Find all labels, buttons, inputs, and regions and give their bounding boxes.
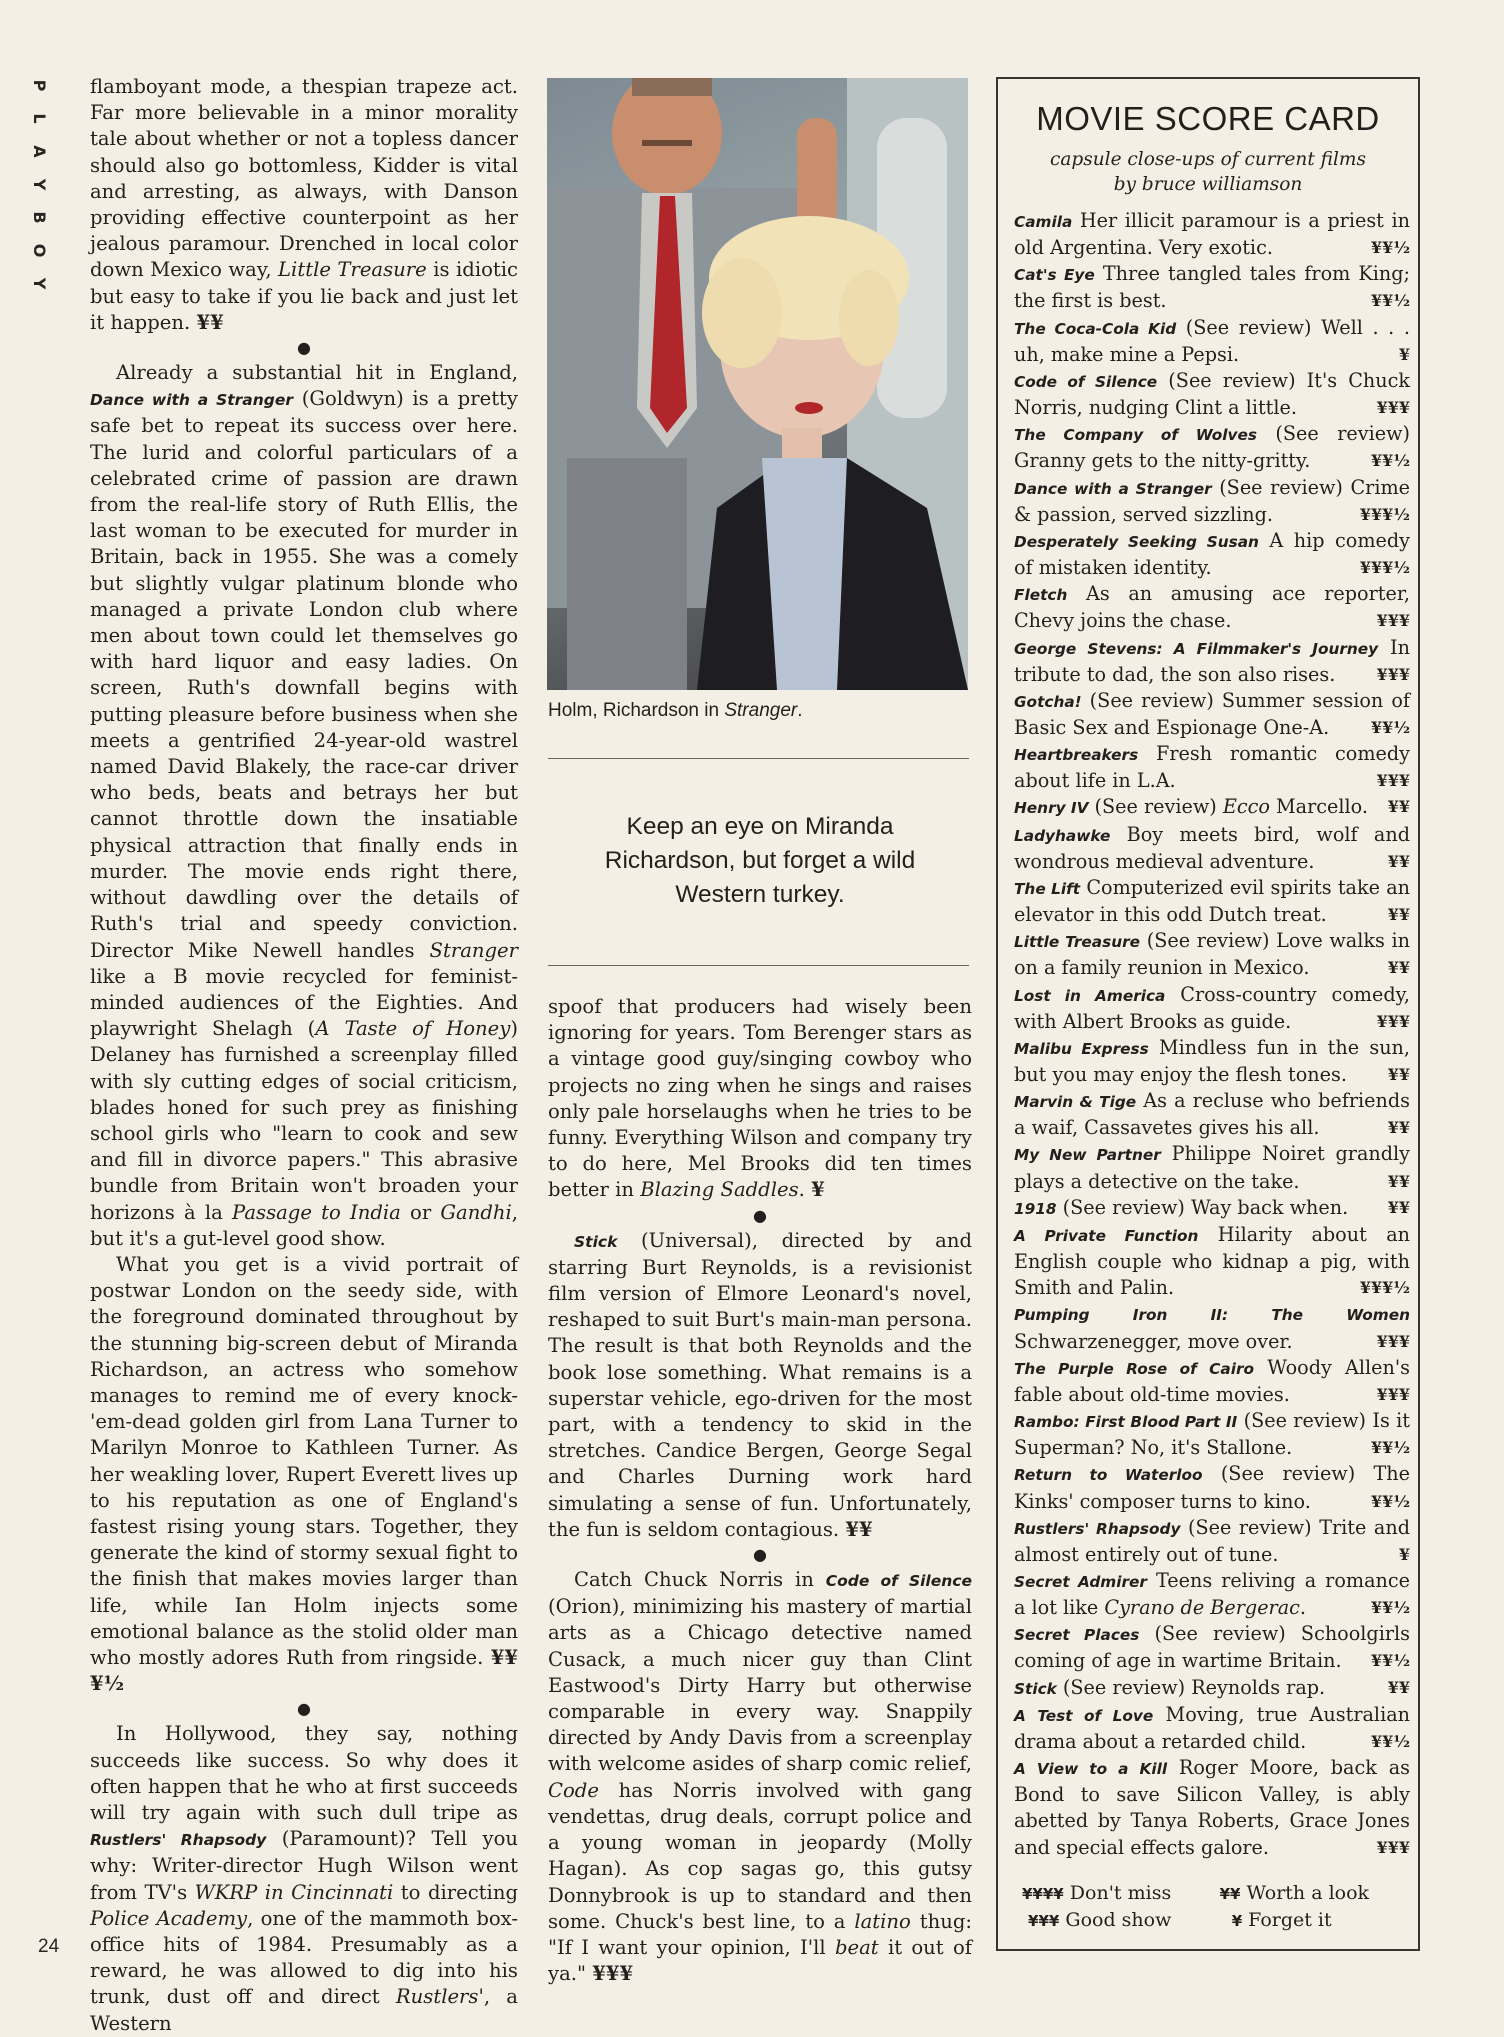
- rating: ¥¥: [1387, 958, 1410, 978]
- score-entry: Return to Waterloo (See review) The Kinks' composer turns to kino. ¥¥½: [1014, 1461, 1410, 1514]
- page-number: 24: [38, 1936, 60, 1957]
- score-entry: Camila Her illicit paramour is a priest in old Argentina. Very exotic. ¥¥½: [1014, 208, 1410, 261]
- score-entry: The Company of Wolves (See review) Granny gets to the nitty-gritty. ¥¥½: [1014, 421, 1410, 474]
- rating: ¥¥: [1387, 797, 1410, 817]
- rating-legend: [1014, 1880, 1410, 1934]
- score-entry: Fletch As an amusing ace reporter, Chevy joins the chase. ¥¥¥: [1014, 581, 1410, 634]
- score-entry: A Private Function Hilarity about an English couple who kidnap a pig, with Smith and Palin. ¥¥¥½: [1014, 1222, 1410, 1301]
- score-entry: Rustlers' Rhapsody (See review) Trite and almost entirely out of tune. ¥: [1014, 1515, 1410, 1568]
- legend-item: ¥¥ Worth a look: [1219, 1882, 1370, 1904]
- running-head-letter: O: [30, 243, 49, 259]
- rating: ¥¥¥½: [1359, 1278, 1410, 1298]
- rating: ¥¥: [1387, 1171, 1410, 1191]
- article-column-2: [548, 994, 972, 1987]
- score-entry: Dance with a Stranger (See review) Crime & passion, served sizzling. ¥¥¥½: [1014, 475, 1410, 528]
- score-entry: Henry IV (See review) Ecco Marcello. ¥¥: [1014, 794, 1410, 821]
- pull-quote: Keep an eye on Miranda Richardson, but forget a wild Western turkey.: [604, 813, 916, 908]
- film-still-photo: [547, 78, 968, 690]
- rating: ¥¥½: [1371, 451, 1410, 471]
- paragraph: Already a substantial hit in England, Dance with a Stranger (Goldwyn) is a pretty safe bet to repeat its success over here. The lurid and colorful particulars of a celebrated crime of passion are drawn from the real-life story of Ruth Ellis, the last woman to be executed for murder in Britain, back in 1955. She was a comely but slightly vulgar platinum blonde who managed a private London club where men about town could let themselves go with hard liquor and easy ladies. On screen, Ruth's downfall begins with putting pleasure before business when she meets a gentrified 24-year-old wastrel named David Blakely, the race-car driver who beds, beats and betrays her but cannot throttle down the insatiable physical attraction that finally ends in murder. The movie ends right there, without dawdling over the details of Ruth's trial and speedy conviction. Director Mike Newell handles Stranger like a B movie recycled for feminist-minded audiences of the Eighties. And playwright Shelagh (A Taste of Honey) Delaney has furnished a screenplay filled with sly cutting edges of social criticism, blades honed for such prey as finishing school girls who "learn to cook and sew and fill in divorce papers." This abrasive bundle from Britain won't broaden your horizons à la Passage to India or Gandhi, but it's a gut-level good show.: [90, 361, 519, 1250]
- rating: ¥: [1398, 1544, 1410, 1564]
- rating: ¥¥½: [1371, 1491, 1410, 1511]
- score-entry: Secret Places (See review) Schoolgirls coming of age in wartime Britain. ¥¥½: [1014, 1621, 1410, 1674]
- score-entry: A View to a Kill Roger Moore, back as Bond to save Silicon Valley, is ably abetted by Tanya Roberts, Grace Jones and special effects galore. ¥¥¥: [1014, 1755, 1410, 1861]
- rating: ¥¥¥: [1376, 1331, 1410, 1351]
- score-card-title: MOVIE SCORE CARD: [1036, 100, 1380, 137]
- rating: ¥¥½: [1371, 1438, 1410, 1458]
- score-entry: Rambo: First Blood Part II (See review) Is it Superman? No, it's Stallone. ¥¥½: [1014, 1408, 1410, 1461]
- paragraph: spoof that producers had wisely been ignoring for years. Tom Berenger stars as a vintage good guy/singing cowboy who projects no zing when he sings and raises only pale horselaughs when he tries to be funny. Everything Wilson and company try to do here, Mel Brooks did ten times better in Blazing Saddles. ¥: [548, 995, 972, 1202]
- separator-dot: ●: [297, 338, 311, 358]
- score-entry: Desperately Seeking Susan A hip comedy of mistaken identity. ¥¥¥½: [1014, 528, 1410, 581]
- rating: ¥¥½: [1371, 1598, 1410, 1618]
- score-entry: Marvin & Tige As a recluse who befriends a waif, Cassavetes gives his all. ¥¥: [1014, 1088, 1410, 1141]
- running-head-letter: Y: [30, 178, 49, 192]
- running-head-letter: B: [30, 211, 49, 225]
- rating: ¥¥: [845, 1517, 873, 1541]
- paragraph: What you get is a vivid portrait of postwar London on the seedy side, with the foreground dominated throughout by the stunning big-screen debut of Miranda Richardson, an actress who somehow manages to remind me of every knock-'em-dead golden girl from Lana Turner to Marilyn Monroe to Kathleen Turner. As her weakling lover, Rupert Everett lives up to his reputation as one of England's fastest rising young stars. Together, they generate the kind of stormy sexual fight to the finish that makes movies larger than life, while Ian Holm injects some emotional balance as the stolid older man who mostly adores Ruth from ringside. ¥¥¥½: [90, 1252, 518, 1696]
- rating: ¥¥¥: [1376, 664, 1410, 684]
- rating: ¥¥: [196, 310, 224, 334]
- rating: ¥¥¥: [592, 1962, 634, 1986]
- rating: ¥¥: [1387, 1065, 1410, 1084]
- rating: ¥¥¥: [1376, 771, 1410, 791]
- running-head-letter: A: [30, 145, 49, 159]
- photo-caption: Holm, Richardson in Stranger.: [548, 700, 803, 721]
- legend-item: ¥¥¥¥ Don't miss: [1022, 1882, 1172, 1904]
- article-column-1: [90, 74, 518, 2037]
- rating: ¥¥½: [1371, 238, 1410, 258]
- divider-rule: [548, 965, 969, 966]
- running-head-letter: Y: [30, 277, 49, 291]
- rating: ¥¥: [1387, 1118, 1410, 1138]
- score-entry: The Purple Rose of Cairo Woody Allen's fable about old-time movies. ¥¥¥: [1014, 1355, 1410, 1408]
- rating: ¥¥¥: [1376, 611, 1410, 631]
- rating: ¥¥¥: [1376, 398, 1410, 418]
- divider-rule: [548, 758, 969, 759]
- rating: ¥¥: [1387, 1197, 1410, 1217]
- paragraph: flamboyant mode, a thespian trapeze act. Far more believable in a minor morality tale about whether or not a topless dancer should also go bottomless, Kidder is vital and arresting, as always, with Danson providing effective counterpoint as her jealous paramour. Drenched in local color down Mexico way, Little Treasure is idiotic but easy to take if you lie back and just let it happen. ¥¥: [90, 75, 519, 334]
- rating: ¥¥¥: [1376, 1837, 1410, 1857]
- rating: ¥¥: [1387, 851, 1410, 871]
- score-entry: Secret Admirer Teens reliving a romance a lot like Cyrano de Bergerac. ¥¥½: [1014, 1568, 1410, 1621]
- rating: ¥: [811, 1178, 825, 1202]
- separator-dot: ●: [753, 1205, 767, 1225]
- rating: ¥¥¥½: [1359, 504, 1410, 524]
- rating: ¥¥½: [1371, 717, 1410, 737]
- score-entry: Ladyhawke Boy meets bird, wolf and wondrous medieval adventure. ¥¥: [1014, 822, 1410, 875]
- rating: ¥: [1398, 344, 1410, 364]
- photo-illustration: [547, 78, 968, 690]
- score-entry: Cat's Eye Three tangled tales from King; the first is best. ¥¥½: [1014, 261, 1410, 314]
- score-entry: Little Treasure (See review) Love walks in on a family reunion in Mexico. ¥¥: [1014, 928, 1410, 981]
- rating: ¥¥¥: [1376, 1384, 1410, 1404]
- score-entry: George Stevens: A Filmmaker's Journey In tribute to dad, the son also rises. ¥¥¥: [1014, 635, 1410, 688]
- paragraph: Stick (Universal), directed by and starring Burt Reynolds, is a revisionist film version of Elmore Leonard's novel, reshaped to suit Burt's main-man persona. The result is that both Reynolds and the book lose something. What remains is a superstar vehicle, ego-driven for the most part, with a tendency to skid in the stretches. Candice Bergen, George Segal and Charles Durning work hard simulating a sense of fun. Unfortunately, the fun is seldom contagious. ¥¥: [548, 1228, 972, 1541]
- rating: ¥¥: [1387, 1677, 1410, 1697]
- rating: ¥¥½: [1371, 291, 1410, 311]
- score-entry: My New Partner Philippe Noiret grandly plays a detective on the take. ¥¥: [1014, 1141, 1410, 1194]
- rating: ¥¥¥½: [1359, 558, 1410, 578]
- legend-item: ¥ Forget it: [1231, 1909, 1332, 1931]
- score-entry: The Coca-Cola Kid (See review) Well . . . uh, make mine a Pepsi. ¥: [1014, 315, 1410, 368]
- score-card-entries: [1014, 208, 1410, 1861]
- score-entry: Heartbreakers Fresh romantic comedy about life in L.A. ¥¥¥: [1014, 741, 1410, 794]
- score-card-subtitle: capsule close-ups of current films by bruce williamson: [1050, 149, 1366, 195]
- rating: ¥¥¥: [1376, 1011, 1410, 1031]
- score-entry: Pumping Iron II: The Women Schwarzenegger, move over. ¥¥¥: [1014, 1301, 1410, 1354]
- paragraph: Catch Chuck Norris in Code of Silence (Orion), minimizing his mastery of martial arts as a Chicago detective named Cusack, a much nicer guy than Clint Eastwood's Dirty Harry but otherwise comparable in every way. Snappily directed by Andy Davis from a screenplay with welcome asides of sharp comic relief, Code has Norris involved with gang vendettas, drug deals, corrupt police and a young woman in jeopardy (Molly Hagan). As cop sagas go, this gutsy Donnybrook is up to standard and then some. Chuck's best line, to a latino thug: "If I want your opinion, I'll beat it out of ya." ¥¥¥: [548, 1568, 972, 1986]
- running-head-letter: L: [30, 113, 49, 125]
- rating: ¥¥½: [1371, 1731, 1410, 1751]
- separator-dot: ●: [297, 1699, 311, 1719]
- score-entry: The Lift Computerized evil spirits take an elevator in this odd Dutch treat. ¥¥: [1014, 875, 1410, 928]
- score-entry: Gotcha! (See review) Summer session of Basic Sex and Espionage One-A. ¥¥½: [1014, 688, 1410, 741]
- running-head: [30, 78, 58, 309]
- rating: ¥¥½: [1371, 1651, 1410, 1671]
- rating: ¥¥: [1387, 905, 1410, 925]
- rating: ¥¥¥½: [90, 1645, 518, 1696]
- paragraph: In Hollywood, they say, nothing succeeds like success. So why does it often happen that he who at first succeeds will try again with such dull tripe as Rustlers' Rhapsody (Paramount)? Tell you why: Writer-director Hugh Wilson went from TV's WKRP in Cincinnati to directing Police Academy, one of the mammoth box-office hits of 1984. Presumably as a reward, he was allowed to dig into his trunk, dust off and direct Rustlers', a Western: [90, 1722, 518, 2035]
- separator-dot: ●: [753, 1545, 767, 1565]
- score-entry: Stick (See review) Reynolds rap. ¥¥: [1014, 1675, 1410, 1702]
- score-entry: Malibu Express Mindless fun in the sun, but you may enjoy the flesh tones. ¥¥: [1014, 1035, 1410, 1088]
- score-entry: A Test of Love Moving, true Australian drama about a retarded child. ¥¥½: [1014, 1702, 1410, 1755]
- score-entry: 1918 (See review) Way back when. ¥¥: [1014, 1195, 1410, 1222]
- legend-item: ¥¥¥ Good show: [1028, 1909, 1172, 1931]
- score-entry: Code of Silence (See review) It's Chuck Norris, nudging Clint a little. ¥¥¥: [1014, 368, 1410, 421]
- running-head-letter: P: [30, 79, 49, 93]
- score-entry: Lost in America Cross-country comedy, with Albert Brooks as guide. ¥¥¥: [1014, 982, 1410, 1035]
